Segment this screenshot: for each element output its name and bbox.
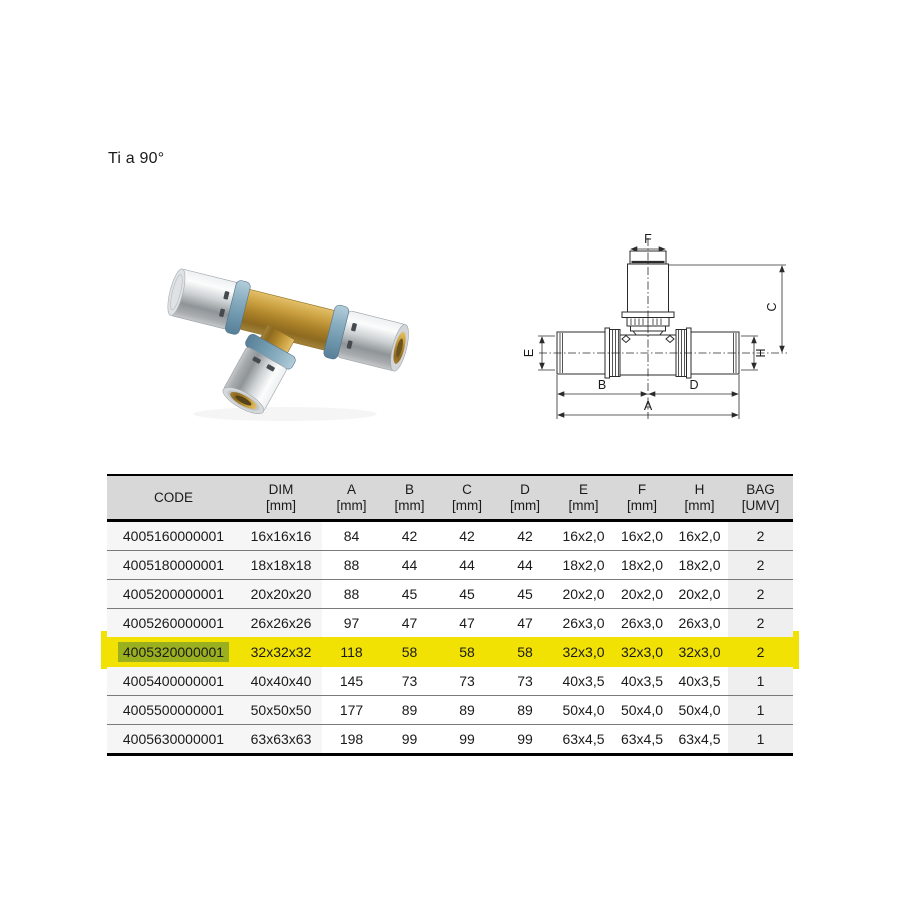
table-cell: 32x32x32	[240, 638, 322, 667]
table-row	[107, 609, 793, 638]
column-header-b: B [mm]	[381, 475, 438, 521]
table-cell: 47	[438, 609, 496, 638]
table-cell: 32x3,0	[613, 638, 671, 667]
column-header-dim: DIM [mm]	[240, 475, 322, 521]
table-cell: 88	[322, 580, 381, 609]
table-cell: 89	[438, 696, 496, 725]
table-cell: 50x4,0	[554, 696, 613, 725]
table-cell: 42	[438, 521, 496, 551]
table-row	[107, 725, 793, 755]
page-title: Ti a 90°	[108, 150, 165, 167]
table-cell: 97	[322, 609, 381, 638]
technical-drawing	[495, 222, 815, 440]
table-cell: 63x4,5	[554, 725, 613, 755]
code-cell: 4005400000001	[107, 667, 240, 696]
table-cell: 44	[496, 551, 554, 580]
table-cell: 18x2,0	[554, 551, 613, 580]
column-header-h: H [mm]	[671, 475, 728, 521]
table-cell: 40x40x40	[240, 667, 322, 696]
table-cell: 47	[381, 609, 438, 638]
table-cell: 58	[496, 638, 554, 667]
code-cell: 4005200000001	[107, 580, 240, 609]
table-cell: 1	[728, 696, 793, 725]
dim-label-d: D	[689, 378, 699, 392]
table-cell: 16x2,0	[613, 521, 671, 551]
code-cell: 4005260000001	[107, 609, 240, 638]
table-cell: 2	[728, 580, 793, 609]
column-header-e: E [mm]	[554, 475, 613, 521]
column-header-f: F [mm]	[613, 475, 671, 521]
column-header-a: A [mm]	[322, 475, 381, 521]
column-header-c: C [mm]	[438, 475, 496, 521]
dim-label-h: H	[754, 348, 768, 358]
table-row	[107, 638, 793, 667]
table-cell: 45	[381, 580, 438, 609]
table-cell: 20x2,0	[671, 580, 728, 609]
table-cell: 198	[322, 725, 381, 755]
table-row	[107, 521, 793, 551]
table-cell: 44	[438, 551, 496, 580]
table-cell: 26x3,0	[671, 609, 728, 638]
table-cell: 58	[381, 638, 438, 667]
table-cell: 50x4,0	[613, 696, 671, 725]
spec-table-container	[107, 474, 793, 756]
table-cell: 26x3,0	[613, 609, 671, 638]
product-photo	[150, 230, 430, 428]
column-header-bag: BAG [UMV]	[728, 475, 793, 521]
table-cell: 47	[496, 609, 554, 638]
dim-label-a: A	[643, 399, 653, 413]
table-cell: 63x4,5	[613, 725, 671, 755]
table-cell: 89	[496, 696, 554, 725]
table-cell: 2	[728, 609, 793, 638]
dim-D	[649, 378, 738, 394]
table-row	[107, 667, 793, 696]
column-header-d: D [mm]	[496, 475, 554, 521]
photo-shadow	[193, 407, 377, 421]
table-cell: 50x4,0	[671, 696, 728, 725]
table-cell: 26x3,0	[554, 609, 613, 638]
table-cell: 58	[438, 638, 496, 667]
code-cell: 4005500000001	[107, 696, 240, 725]
table-row	[107, 696, 793, 725]
table-cell: 2	[728, 551, 793, 580]
table-cell: 99	[381, 725, 438, 755]
table-cell: 1	[728, 725, 793, 755]
table-cell: 32x3,0	[554, 638, 613, 667]
code-cell	[107, 638, 240, 667]
table-cell: 50x50x50	[240, 696, 322, 725]
table-cell: 16x16x16	[240, 521, 322, 551]
table-cell: 20x2,0	[613, 580, 671, 609]
table-body	[107, 521, 793, 755]
table-cell: 40x3,5	[554, 667, 613, 696]
press-sleeve-right	[338, 311, 413, 373]
table-cell: 20x20x20	[240, 580, 322, 609]
table-cell: 63x4,5	[671, 725, 728, 755]
table-cell: 84	[322, 521, 381, 551]
table-cell: 177	[322, 696, 381, 725]
table-cell: 44	[381, 551, 438, 580]
code-cell: 4005180000001	[107, 551, 240, 580]
table-cell: 118	[322, 638, 381, 667]
header-row	[107, 475, 793, 521]
table-cell: 45	[496, 580, 554, 609]
table-cell: 89	[381, 696, 438, 725]
table-cell: 73	[496, 667, 554, 696]
table-cell: 2	[728, 521, 793, 551]
table-cell: 16x2,0	[554, 521, 613, 551]
dim-label-b: B	[597, 378, 607, 392]
table-cell: 40x3,5	[613, 667, 671, 696]
table-row	[107, 580, 793, 609]
table-cell: 26x26x26	[240, 609, 322, 638]
dim-A	[558, 399, 738, 415]
table-cell: 20x2,0	[554, 580, 613, 609]
table-cell: 99	[438, 725, 496, 755]
table-cell: 99	[496, 725, 554, 755]
table-cell: 18x2,0	[671, 551, 728, 580]
table-cell: 16x2,0	[671, 521, 728, 551]
table-cell: 63x63x63	[240, 725, 322, 755]
table-row	[107, 551, 793, 580]
dim-label-e: E	[522, 348, 536, 358]
dim-F	[631, 232, 665, 249]
table-cell: 73	[381, 667, 438, 696]
table-cell: 2	[728, 638, 793, 667]
code-cell: 4005160000001	[107, 521, 240, 551]
table-cell: 145	[322, 667, 381, 696]
column-header-code: CODE	[107, 475, 240, 521]
table-cell: 18x18x18	[240, 551, 322, 580]
table-cell: 32x3,0	[671, 638, 728, 667]
code-cell: 4005630000001	[107, 725, 240, 755]
table-cell: 1	[728, 667, 793, 696]
highlighted-code: 4005320000001	[118, 642, 229, 662]
table-cell: 42	[381, 521, 438, 551]
table-cell: 18x2,0	[613, 551, 671, 580]
dim-label-f: F	[644, 232, 652, 246]
table-cell: 45	[438, 580, 496, 609]
table-cell: 73	[438, 667, 496, 696]
table-cell: 42	[496, 521, 554, 551]
table-cell: 40x3,5	[671, 667, 728, 696]
spec-table	[107, 474, 793, 756]
dim-label-c: C	[765, 302, 779, 312]
table-cell: 88	[322, 551, 381, 580]
